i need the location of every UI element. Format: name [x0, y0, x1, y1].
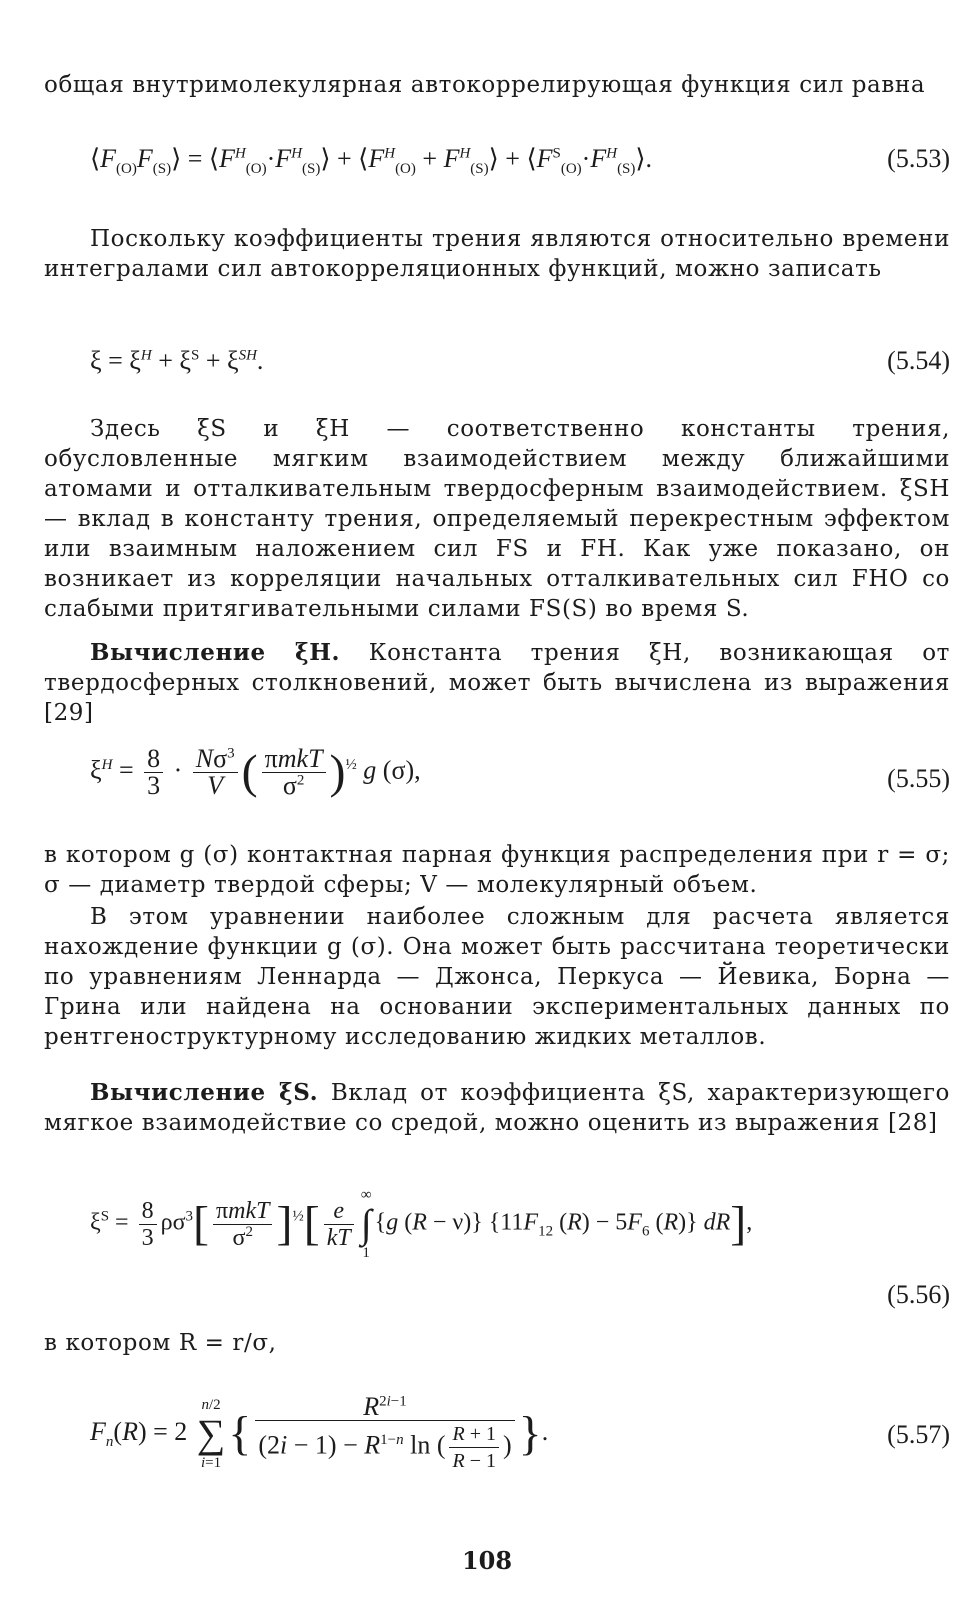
- equation-note-text: В этом уравнении наиболее сложным для расчета является нахождение функции g (σ). Она может быть рассчитана теоретически по уравнениям Леннарда — Джонса, Перкуса — Йевика, Борна — Грина или найдена на основании экспериментальных данных по рентгеноструктурному исследованию жидких металлов.: [44, 904, 950, 1050]
- calc-s-text: Вклад от коэффициента ξS, характеризующего мягкое взаимодействие со средой, можно оценить из выражения [28]: [44, 1080, 950, 1136]
- r-definition-text: в котором R = r/σ,: [44, 1330, 277, 1356]
- equation-5-54-number: (5.54): [887, 346, 950, 375]
- paragraph-r-definition: [44, 1328, 950, 1358]
- equation-5-55-number: (5.55): [887, 764, 950, 793]
- friction-text: Поскольку коэффициенты трения являются относительно времени интегралами сил автокорреляционных функций, можно записать: [44, 226, 950, 282]
- calc-h-heading: Вычисление ξH.: [90, 639, 341, 666]
- constants-text: Здесь ξS и ξH — соответственно константы трения, обусловленные мягким взаимодействием между ближайшими атомами и отталкивательным твердосферным взаимодействием. ξSH — вклад в константу трения, определяемый перекрестным эффектом или взаимным наложением сил FS и FH. Как уже показано, он возникает из корреляции начальных отталкивательных сил FHO со слабыми притягивательными силами FS(S) во время S.: [44, 416, 950, 622]
- equation-5-53-formula: $⟨F_{(O)}F_{(S)}⟩$ = $⟨F^H_{(O)}\cdot F^H_{(S)}⟩$ + $⟨F^H_{(O)}$ + $F^H_{(S)}⟩$ + $⟨F^S_{(O)}\cdot F^H_{(S)}⟩$.: [90, 144, 653, 178]
- equation-5-53: [44, 140, 950, 180]
- equation-5-56: [44, 1186, 950, 1309]
- paragraph-calc-s: [44, 1078, 950, 1138]
- intro-text: общая внутримолекулярная автокоррелирующая функция сил равна: [44, 72, 926, 98]
- equation-5-53-number: (5.53): [887, 144, 950, 173]
- equation-5-57-number: (5.57): [887, 1420, 950, 1449]
- equation-5-55: [44, 746, 950, 810]
- paragraph-friction: [44, 224, 950, 284]
- equation-5-56-number: (5.56): [887, 1280, 950, 1309]
- equation-5-55-formula: $\xi^H$ = $\frac{8}{3}$ · $\frac{N\sigma^3}{V}$ ( $\frac{\text{πmkT}}{\sigma^2}$ )$^{\frac{1}{2}}$ g (σ),: [90, 744, 421, 800]
- contact-text: в котором g (σ) контактная парная функция распределения при r = σ; σ — диаметр твердой сферы; V — молекулярный объем.: [44, 842, 950, 898]
- paragraph-contact: [44, 840, 950, 900]
- equation-5-57: [44, 1394, 950, 1494]
- calc-h-text: Константа трения ξH, возникающая от твердосферных столкновений, может быть вычислена из выражения [29]: [44, 640, 950, 726]
- equation-5-54-formula: $\xi = \xi^H + \xi^S + \xi^{SH}$.: [90, 346, 264, 375]
- equation-5-54: [44, 342, 950, 382]
- equation-5-57-formula: $F_n(R) = 2$ n/2 ∑ i=1 { $R^{2i-1}$ $(2i - 1) - R^{1-n}$ ln ( $\frac{R + 1}{R - 1}$ ) }.: [90, 1392, 549, 1472]
- equation-5-56-formula: $\xi^S$ = $\frac{8}{3}$ $\rho\sigma^3$[ $\frac{\text{πmkT}}{\sigma^2}$ ]$^{\frac{1}{2}}$[ $\frac{e}{kT}$ ∞ ∫ 1 {g (R − ν)} {$11F_{12}$ $(R) - 5F_6$ (R)} dR],: [90, 1187, 753, 1261]
- paragraph-constants: [44, 414, 950, 624]
- page-number: 108: [461, 1546, 513, 1575]
- paragraph-intro: [44, 70, 950, 100]
- calc-s-heading: Вычисление ξS.: [90, 1079, 319, 1106]
- paragraph-equation-note: [44, 902, 950, 1052]
- paragraph-calc-h: [44, 638, 950, 728]
